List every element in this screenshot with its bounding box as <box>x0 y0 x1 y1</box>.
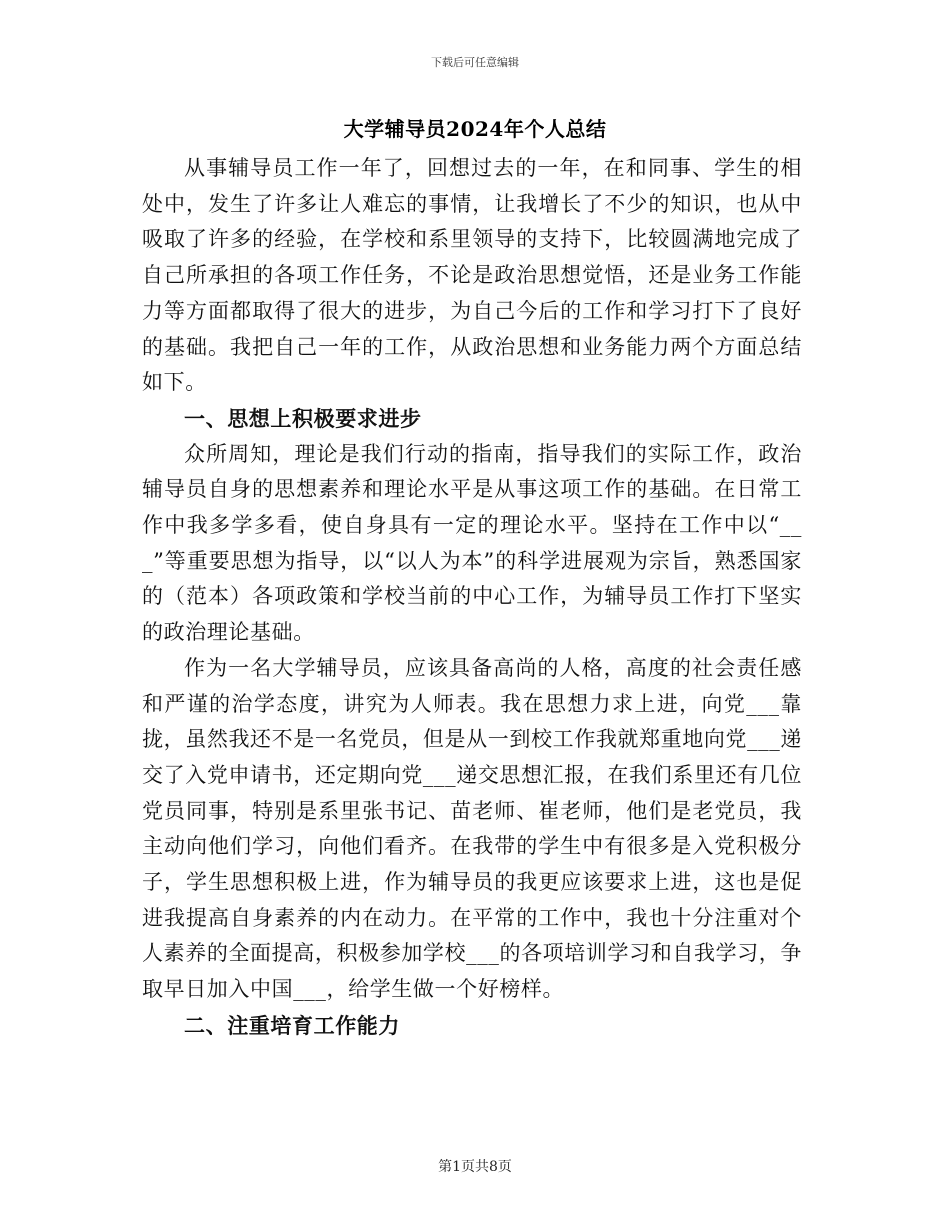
document-body <box>142 151 802 1044</box>
section-heading-2: 二、注重培育工作能力 <box>184 1012 400 1038</box>
page-header-note: 下载后可任意编辑 <box>431 56 519 69</box>
intro-paragraph: 从事辅导员工作一年了，回想过去的一年，在和同事、学生的相处中，发生了许多让人难忘的事情，让我增长了不少的知识，也从中吸取了许多的经验，在学校和系里领导的支持下，比较圆满地完成了自己所承担的各项工作任务，不论是政治思想觉悟，还是业务工作能力等方面都取得了很大的进步，为自己今后的工作和学习打下了良好的基础。我把自己一年的工作，从政治思想和业务能力两个方面总结如下。 <box>142 156 802 395</box>
page-number-footer: 第1页共8页 <box>438 1159 512 1175</box>
section-1-paragraph-1: 众所周知，理论是我们行动的指南，指导我们的实际工作，政治辅导员自身的思想素养和理论水平是从事这项工作的基础。在日常工作中我多学多看，使自身具有一定的理论水平。坚持在工作中以“___”等重要思想为指导，以“以人为本”的科学进展观为宗旨，熟悉国家的（范本）各项政策和学校当前的中心工作，为辅导员工作打下坚实的政治理论基础。 <box>142 441 802 645</box>
section-heading-1: 一、思想上积极要求进步 <box>184 405 422 431</box>
section-1-paragraph-2: 作为一名大学辅导员，应该具备高尚的人格，高度的社会责任感和严谨的治学态度，讲究为人师表。我在思想力求上进，向党___靠拢，虽然我还不是一名党员，但是从一到校工作我就郑重地向党___递交了入党申请书，还定期向党___递交思想汇报，在我们系里还有几位党员同事，特别是系里张书记、苗老师、崔老师，他们是老党员，我主动向他们学习，向他们看齐。在我带的学生中有很多是入党积极分子，学生思想积极上进，作为辅导员的我更应该要求上进，这也是促进我提高自身素养的内在动力。在平常的工作中，我也十分注重对个人素养的全面提高，积极参加学校___的各项培训学习和自我学习，争取早日加入中国___，给学生做一个好榜样。 <box>142 655 802 1002</box>
document-title: 大学辅导员2024年个人总结 <box>343 117 607 141</box>
